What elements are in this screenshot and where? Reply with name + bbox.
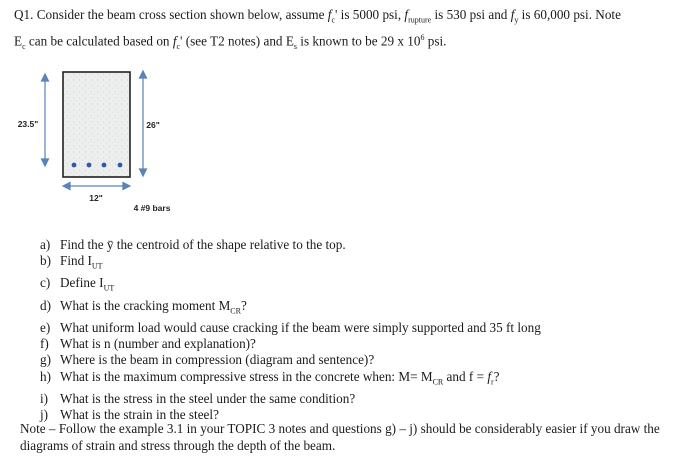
list-item — [40, 237, 680, 253]
rebar-dot — [118, 163, 123, 168]
item-text: What is n (number and explanation)? — [60, 335, 256, 351]
intro-text-1: Consider the beam cross section shown below, assume — [36, 7, 328, 22]
fr-subscript: rupture — [408, 15, 432, 25]
item-letter: c) — [40, 275, 51, 291]
fc-symbol-2: f — [172, 33, 177, 49]
item-text: What is the strain in the steel? — [60, 407, 219, 423]
item-text: What uniform load would cause cracking if the beam were simply supported and 35 ft long — [60, 319, 541, 335]
list-item — [40, 369, 680, 391]
rebar-dot — [72, 163, 77, 168]
item-letter: h) — [40, 368, 51, 384]
dimension-bottom — [63, 183, 130, 190]
item-text: Find the ȳ the centroid of the shape relative to the top. — [60, 237, 346, 252]
item-text: Define I — [60, 275, 104, 291]
dim-left-label: 23.5" — [17, 119, 39, 129]
fc-subscript-2: c — [176, 41, 181, 51]
item-letter: d) — [40, 297, 51, 313]
intro-text-5: can be calculated based on — [25, 33, 173, 49]
item-subscript: UT — [91, 262, 103, 272]
dim-right-label: 26" — [146, 120, 160, 130]
list-item — [40, 253, 680, 275]
item-text: What is the maximum compressive stress in the concrete when: M= M — [60, 368, 433, 384]
ec-subscript: c — [22, 41, 26, 51]
item-letter: e) — [40, 319, 51, 335]
fy-subscript: y — [514, 15, 519, 25]
fr-symbol: f — [404, 7, 409, 22]
item-subscript: CR — [432, 377, 444, 387]
list-item — [40, 352, 680, 368]
item-tail: ? — [493, 368, 500, 384]
item-text: What is the stress in the steel under the same condition? — [60, 390, 356, 406]
item-letter: b) — [40, 253, 51, 269]
item-rest: ? — [240, 297, 247, 313]
list-item — [40, 275, 680, 297]
beam-section — [63, 72, 130, 177]
intro-text-2: ' is 5000 psi, — [335, 7, 405, 22]
rebar-dot — [102, 163, 107, 168]
exponent: 6 — [420, 32, 425, 42]
list-item — [40, 391, 680, 407]
es-subscript: s — [293, 41, 297, 51]
item-letter: g) — [40, 352, 51, 368]
item-symbol-subscript: r — [490, 377, 494, 387]
item-text: Find I — [60, 253, 92, 269]
item-letter: j) — [40, 407, 49, 423]
item-text: What is the cracking moment M — [60, 297, 231, 313]
intro-text-8: psi. — [424, 33, 447, 49]
intro-text-7: is known to be 29 x 10 — [297, 33, 421, 49]
fc-subscript: c — [331, 15, 335, 25]
list-item — [40, 336, 680, 352]
intro-text-4: is 60,000 psi. Note — [518, 7, 621, 22]
list-item — [40, 320, 680, 336]
item-subscript: UT — [103, 284, 115, 294]
item-rest: and f = — [443, 368, 488, 384]
item-letter: f) — [40, 335, 49, 351]
intro-text-3: is 530 psi and — [431, 7, 511, 22]
dimension-left — [42, 74, 49, 166]
item-text: Where is the beam in compression (diagram and sentence)? — [60, 352, 375, 368]
fc-symbol: f — [327, 7, 332, 22]
bars-label: 4 #9 bars — [133, 203, 171, 213]
item-letter: a) — [40, 237, 51, 252]
item-symbol: f — [487, 368, 491, 384]
fy-symbol: f — [510, 7, 515, 22]
rebar-dot — [87, 163, 92, 168]
question-list — [40, 237, 680, 424]
item-letter: i) — [40, 390, 49, 406]
list-item — [40, 298, 680, 320]
note-paragraph: Note – Follow the example 3.1 in your TOPIC 3 notes and questions g) – j) should be considerably easier if you draw the diagrams of strain and stress through the depth of the beam. — [20, 421, 660, 453]
ec-symbol: E — [14, 33, 23, 49]
item-subscript: CR — [230, 306, 241, 316]
question-number: Q1. — [14, 7, 34, 22]
intro-text-6: ' (see T2 notes) and E — [180, 33, 294, 49]
dim-bottom-label: 12" — [89, 193, 103, 203]
